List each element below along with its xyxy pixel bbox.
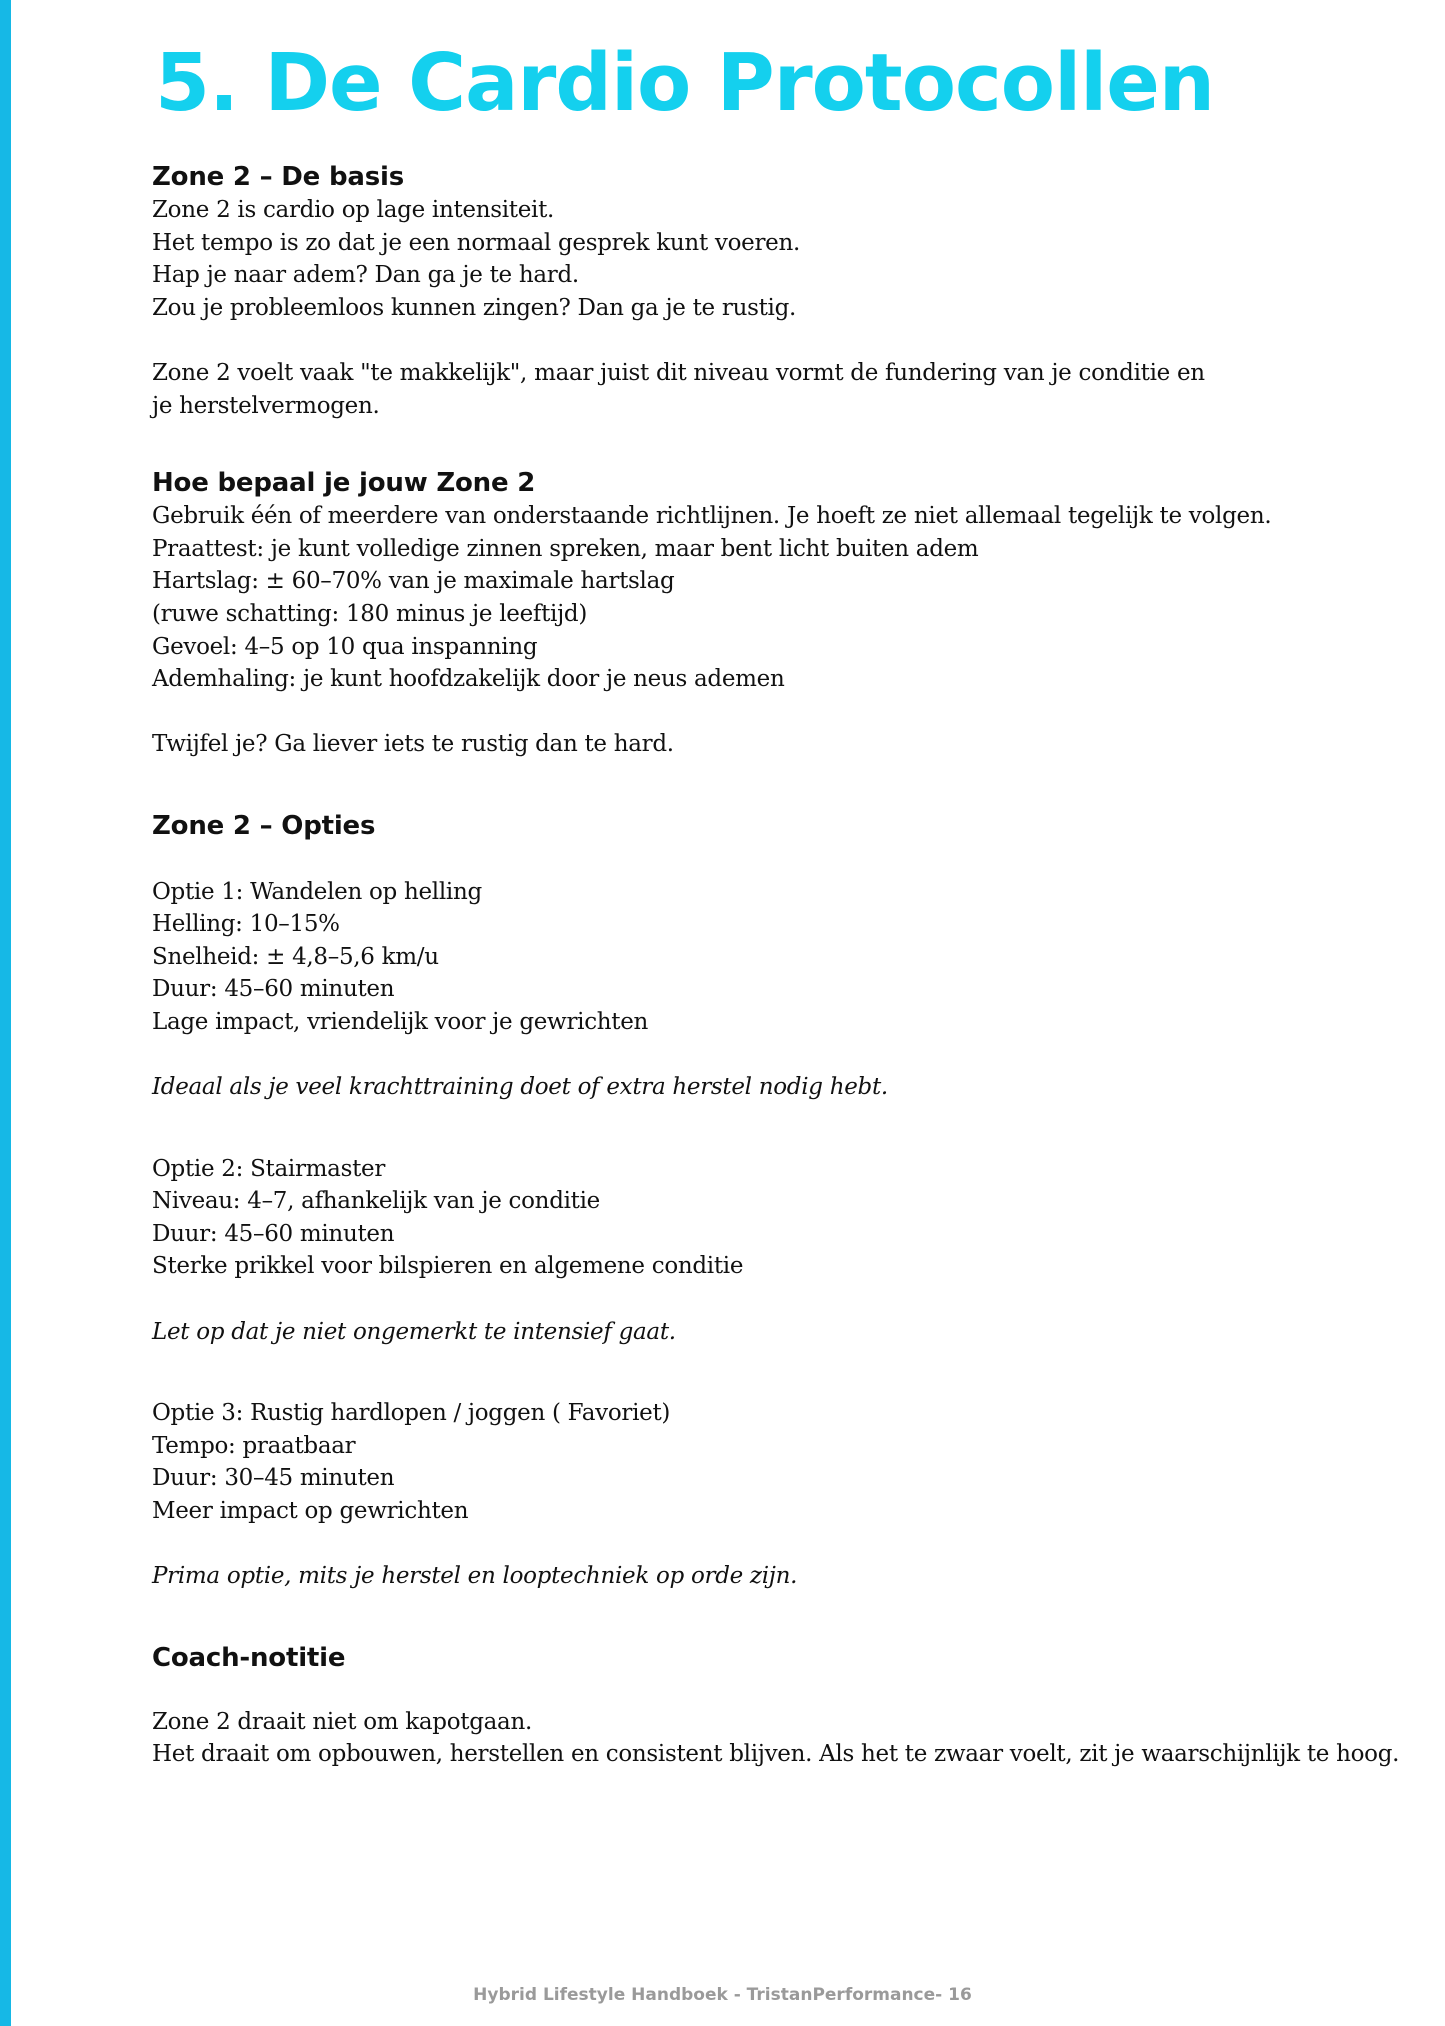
coach-line: Het draait om opbouwen, herstellen en consistent blijven. Als het te zwaar voelt, zit je waarschijnlijk te hoog.: [152, 1741, 1400, 1768]
bepaal-line: Ademhaling: je kunt hoofdzakelijk door je neus ademen: [152, 666, 785, 693]
basis-line: Het tempo is zo dat je een normaal gesprek kunt voeren.: [152, 229, 800, 256]
basis-line: Hap je naar adem? Dan ga je te hard.: [152, 262, 579, 289]
page-title: 5. De Cardio Protocollen: [155, 37, 1215, 129]
bepaal-note: Twijfel je? Ga liever iets te rustig dan te hard.: [152, 731, 674, 758]
optie3-line: Tempo: praatbaar: [152, 1432, 356, 1459]
optie3-line: Optie 3: Rustig hardlopen / joggen ( Favoriet): [152, 1400, 671, 1427]
optie2-line: Sterke prikkel voor bilspieren en algemene conditie: [152, 1253, 744, 1280]
optie2-line: Optie 2: Stairmaster: [152, 1155, 386, 1182]
optie1-note: Ideaal als je veel krachttraining doet of extra herstel nodig hebt.: [152, 1074, 888, 1101]
optie3-note: Prima optie, mits je herstel en looptechniek op orde zijn.: [152, 1563, 798, 1590]
section-heading-bepaal: Hoe bepaal je jouw Zone 2: [152, 468, 536, 499]
bepaal-line: Gebruik één of meerdere van onderstaande richtlijnen. Je hoeft ze niet allemaal tegelijk te volgen.: [152, 503, 1272, 530]
section-heading-opties: Zone 2 – Opties: [152, 810, 376, 841]
left-accent-bar: [0, 0, 11, 2026]
optie1-line: Optie 1: Wandelen op helling: [152, 878, 482, 905]
bepaal-line: Hartslag: ± 60–70% van je maximale hartslag: [152, 568, 675, 595]
coach-line: Zone 2 draait niet om kapotgaan.: [152, 1708, 532, 1735]
bepaal-line: Gevoel: 4–5 op 10 qua inspanning: [152, 633, 538, 660]
basis-line: Zone 2 is cardio op lage intensiteit.: [152, 197, 555, 223]
optie3-line: Meer impact op gewrichten: [152, 1498, 469, 1524]
document-body: [152, 160, 1402, 1771]
optie2-note: Let op dat je niet ongemerkt te intensief gaat.: [152, 1318, 676, 1345]
basis-paragraph-line: je herstelvermogen.: [152, 392, 380, 419]
optie2-line: Duur: 45–60 minuten: [152, 1220, 395, 1247]
basis-line: Zou je probleemloos kunnen zingen? Dan ga je te rustig.: [152, 294, 797, 321]
section-heading-basis: Zone 2 – De basis: [152, 162, 404, 192]
optie1-line: Duur: 45–60 minuten: [152, 976, 395, 1003]
optie1-line: Lage impact, vriendelijk voor je gewrichten: [152, 1008, 649, 1035]
bepaal-line: (ruwe schatting: 180 minus je leeftijd): [152, 600, 588, 627]
optie2-line: Niveau: 4–7, afhankelijk van je conditie: [152, 1188, 600, 1215]
bepaal-line: Praattest: je kunt volledige zinnen spreken, maar bent licht buiten adem: [152, 535, 979, 562]
optie3-line: Duur: 30–45 minuten: [152, 1465, 395, 1492]
section-heading-coach: Coach-notitie: [152, 1642, 346, 1673]
basis-paragraph-line: Zone 2 voelt vaak "te makkelijk", maar juist dit niveau vormt de fundering van je conditie en: [152, 359, 1205, 386]
optie1-line: Snelheid: ± 4,8–5,6 km/u: [152, 943, 439, 970]
page-footer: Hybrid Lifestyle Handboek - TristanPerformance- 16: [473, 1985, 972, 2005]
optie1-line: Helling: 10–15%: [152, 911, 340, 938]
